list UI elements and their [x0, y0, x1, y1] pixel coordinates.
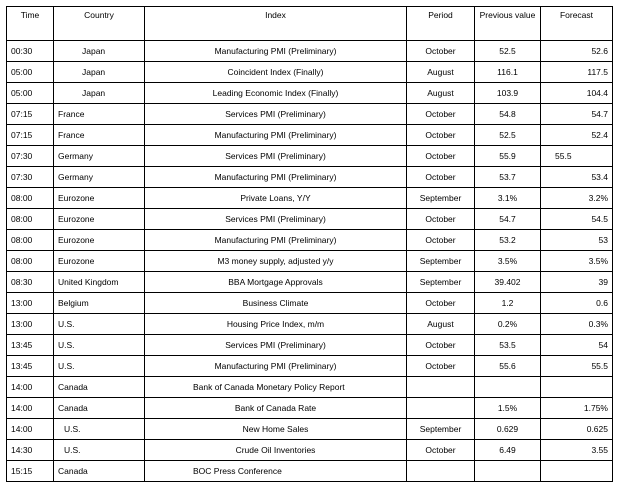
cell-forecast: 53.4 — [541, 167, 613, 188]
cell-time: 14:00 — [7, 419, 54, 440]
cell-forecast: 117.5 — [541, 62, 613, 83]
cell-period: October — [407, 356, 475, 377]
cell-index: Bank of Canada Monetary Policy Report — [145, 377, 407, 398]
cell-country: Eurozone — [54, 230, 145, 251]
cell-country: Germany — [54, 167, 145, 188]
cell-period: October — [407, 230, 475, 251]
table-row — [7, 104, 613, 125]
cell-period — [407, 398, 475, 419]
cell-time: 08:00 — [7, 209, 54, 230]
header-time: Time — [7, 7, 54, 41]
table-row — [7, 440, 613, 461]
cell-time: 07:15 — [7, 104, 54, 125]
cell-previous: 103.9 — [475, 83, 541, 104]
header-forecast: Forecast — [541, 7, 613, 41]
table-row — [7, 377, 613, 398]
economic-calendar-table — [6, 6, 613, 482]
cell-index: Leading Economic Index (Finally) — [145, 83, 407, 104]
cell-country: France — [54, 125, 145, 146]
cell-country: U.S. — [54, 335, 145, 356]
cell-country: Eurozone — [54, 251, 145, 272]
cell-index: Manufacturing PMI (Preliminary) — [145, 125, 407, 146]
table-row — [7, 83, 613, 104]
cell-index: Manufacturing PMI (Preliminary) — [145, 41, 407, 62]
cell-country: Japan — [54, 83, 145, 104]
cell-time: 05:00 — [7, 83, 54, 104]
table-row — [7, 146, 613, 167]
cell-forecast: 104.4 — [541, 83, 613, 104]
cell-country: U.S. — [54, 419, 145, 440]
cell-previous: 6.49 — [475, 440, 541, 461]
cell-previous: 55.9 — [475, 146, 541, 167]
cell-index: Crude Oil Inventories — [145, 440, 407, 461]
cell-period: October — [407, 335, 475, 356]
cell-forecast — [541, 461, 613, 482]
cell-country: Eurozone — [54, 188, 145, 209]
cell-country: Japan — [54, 41, 145, 62]
cell-index: M3 money supply, adjusted y/y — [145, 251, 407, 272]
cell-forecast: 3.5% — [541, 251, 613, 272]
cell-previous: 53.5 — [475, 335, 541, 356]
cell-period — [407, 377, 475, 398]
cell-country: Eurozone — [54, 209, 145, 230]
cell-index: Housing Price Index, m/m — [145, 314, 407, 335]
cell-time: 13:45 — [7, 356, 54, 377]
cell-index: Coincident Index (Finally) — [145, 62, 407, 83]
header-index: Index — [145, 7, 407, 41]
cell-period: October — [407, 167, 475, 188]
cell-period: August — [407, 83, 475, 104]
cell-time: 08:00 — [7, 251, 54, 272]
header-row — [7, 7, 613, 41]
cell-period: October — [407, 41, 475, 62]
cell-time: 00:30 — [7, 41, 54, 62]
cell-previous: 52.5 — [475, 125, 541, 146]
cell-forecast: 0.625 — [541, 419, 613, 440]
header-previous: Previous value — [475, 7, 541, 41]
table-row — [7, 356, 613, 377]
cell-time: 15:15 — [7, 461, 54, 482]
cell-period: September — [407, 419, 475, 440]
cell-previous: 1.2 — [475, 293, 541, 314]
cell-forecast: 53 — [541, 230, 613, 251]
cell-period: October — [407, 209, 475, 230]
cell-forecast: 55.5 — [541, 356, 613, 377]
cell-period: October — [407, 440, 475, 461]
cell-index: Services PMI (Preliminary) — [145, 104, 407, 125]
cell-previous: 52.5 — [475, 41, 541, 62]
cell-previous: 0.629 — [475, 419, 541, 440]
cell-period: September — [407, 272, 475, 293]
cell-previous: 1.5% — [475, 398, 541, 419]
cell-time: 14:00 — [7, 398, 54, 419]
cell-forecast: 52.6 — [541, 41, 613, 62]
cell-country: U.S. — [54, 356, 145, 377]
cell-forecast: 39 — [541, 272, 613, 293]
cell-previous: 3.1% — [475, 188, 541, 209]
table-row — [7, 167, 613, 188]
cell-forecast: 1.75% — [541, 398, 613, 419]
cell-time: 08:30 — [7, 272, 54, 293]
table-row — [7, 188, 613, 209]
table-row — [7, 209, 613, 230]
cell-period: October — [407, 104, 475, 125]
cell-country: Belgium — [54, 293, 145, 314]
cell-time: 07:30 — [7, 146, 54, 167]
cell-previous: 54.8 — [475, 104, 541, 125]
cell-previous — [475, 461, 541, 482]
cell-forecast: 3.55 — [541, 440, 613, 461]
cell-period: September — [407, 188, 475, 209]
cell-period: September — [407, 251, 475, 272]
table-row — [7, 335, 613, 356]
cell-previous: 55.6 — [475, 356, 541, 377]
cell-index: Private Loans, Y/Y — [145, 188, 407, 209]
cell-time: 07:15 — [7, 125, 54, 146]
cell-previous: 39.402 — [475, 272, 541, 293]
cell-period: October — [407, 125, 475, 146]
cell-index: Manufacturing PMI (Preliminary) — [145, 230, 407, 251]
table-row — [7, 314, 613, 335]
cell-country: Canada — [54, 398, 145, 419]
cell-period: October — [407, 146, 475, 167]
header-country: Country — [54, 7, 145, 41]
cell-country: U.S. — [54, 440, 145, 461]
table-row — [7, 293, 613, 314]
cell-index: BBA Mortgage Approvals — [145, 272, 407, 293]
cell-forecast: 3.2% — [541, 188, 613, 209]
cell-period: October — [407, 293, 475, 314]
cell-previous: 116.1 — [475, 62, 541, 83]
cell-country: United Kingdom — [54, 272, 145, 293]
cell-forecast: 54.5 — [541, 209, 613, 230]
cell-country: Canada — [54, 461, 145, 482]
cell-time: 08:00 — [7, 188, 54, 209]
table-row — [7, 230, 613, 251]
cell-index: Services PMI (Preliminary) — [145, 209, 407, 230]
cell-forecast — [541, 377, 613, 398]
table-row — [7, 461, 613, 482]
cell-forecast: 0.6 — [541, 293, 613, 314]
table-row — [7, 398, 613, 419]
cell-index: New Home Sales — [145, 419, 407, 440]
cell-forecast: 54 — [541, 335, 613, 356]
cell-time: 07:30 — [7, 167, 54, 188]
table-row — [7, 419, 613, 440]
cell-time: 14:30 — [7, 440, 54, 461]
table-row — [7, 251, 613, 272]
cell-index: BOC Press Conference — [145, 461, 407, 482]
cell-country: U.S. — [54, 314, 145, 335]
cell-time: 13:45 — [7, 335, 54, 356]
cell-country: France — [54, 104, 145, 125]
cell-index: Manufacturing PMI (Preliminary) — [145, 356, 407, 377]
cell-index: Business Climate — [145, 293, 407, 314]
header-period: Period — [407, 7, 475, 41]
cell-index: Bank of Canada Rate — [145, 398, 407, 419]
table-row — [7, 41, 613, 62]
cell-previous: 0.2% — [475, 314, 541, 335]
cell-previous: 53.2 — [475, 230, 541, 251]
cell-country: Germany — [54, 146, 145, 167]
table-row — [7, 62, 613, 83]
cell-index: Services PMI (Preliminary) — [145, 146, 407, 167]
cell-country: Japan — [54, 62, 145, 83]
cell-index: Manufacturing PMI (Preliminary) — [145, 167, 407, 188]
cell-forecast: 0.3% — [541, 314, 613, 335]
cell-time: 14:00 — [7, 377, 54, 398]
cell-previous: 53.7 — [475, 167, 541, 188]
cell-forecast: 54.7 — [541, 104, 613, 125]
cell-index: Services PMI (Preliminary) — [145, 335, 407, 356]
cell-previous: 3.5% — [475, 251, 541, 272]
cell-period: August — [407, 62, 475, 83]
cell-previous — [475, 377, 541, 398]
table-row — [7, 272, 613, 293]
cell-forecast: 55.5 — [541, 146, 613, 167]
cell-time: 13:00 — [7, 293, 54, 314]
cell-previous: 54.7 — [475, 209, 541, 230]
cell-time: 08:00 — [7, 230, 54, 251]
cell-period — [407, 461, 475, 482]
cell-forecast: 52.4 — [541, 125, 613, 146]
cell-time: 05:00 — [7, 62, 54, 83]
cell-period: August — [407, 314, 475, 335]
table-row — [7, 125, 613, 146]
cell-time: 13:00 — [7, 314, 54, 335]
cell-country: Canada — [54, 377, 145, 398]
